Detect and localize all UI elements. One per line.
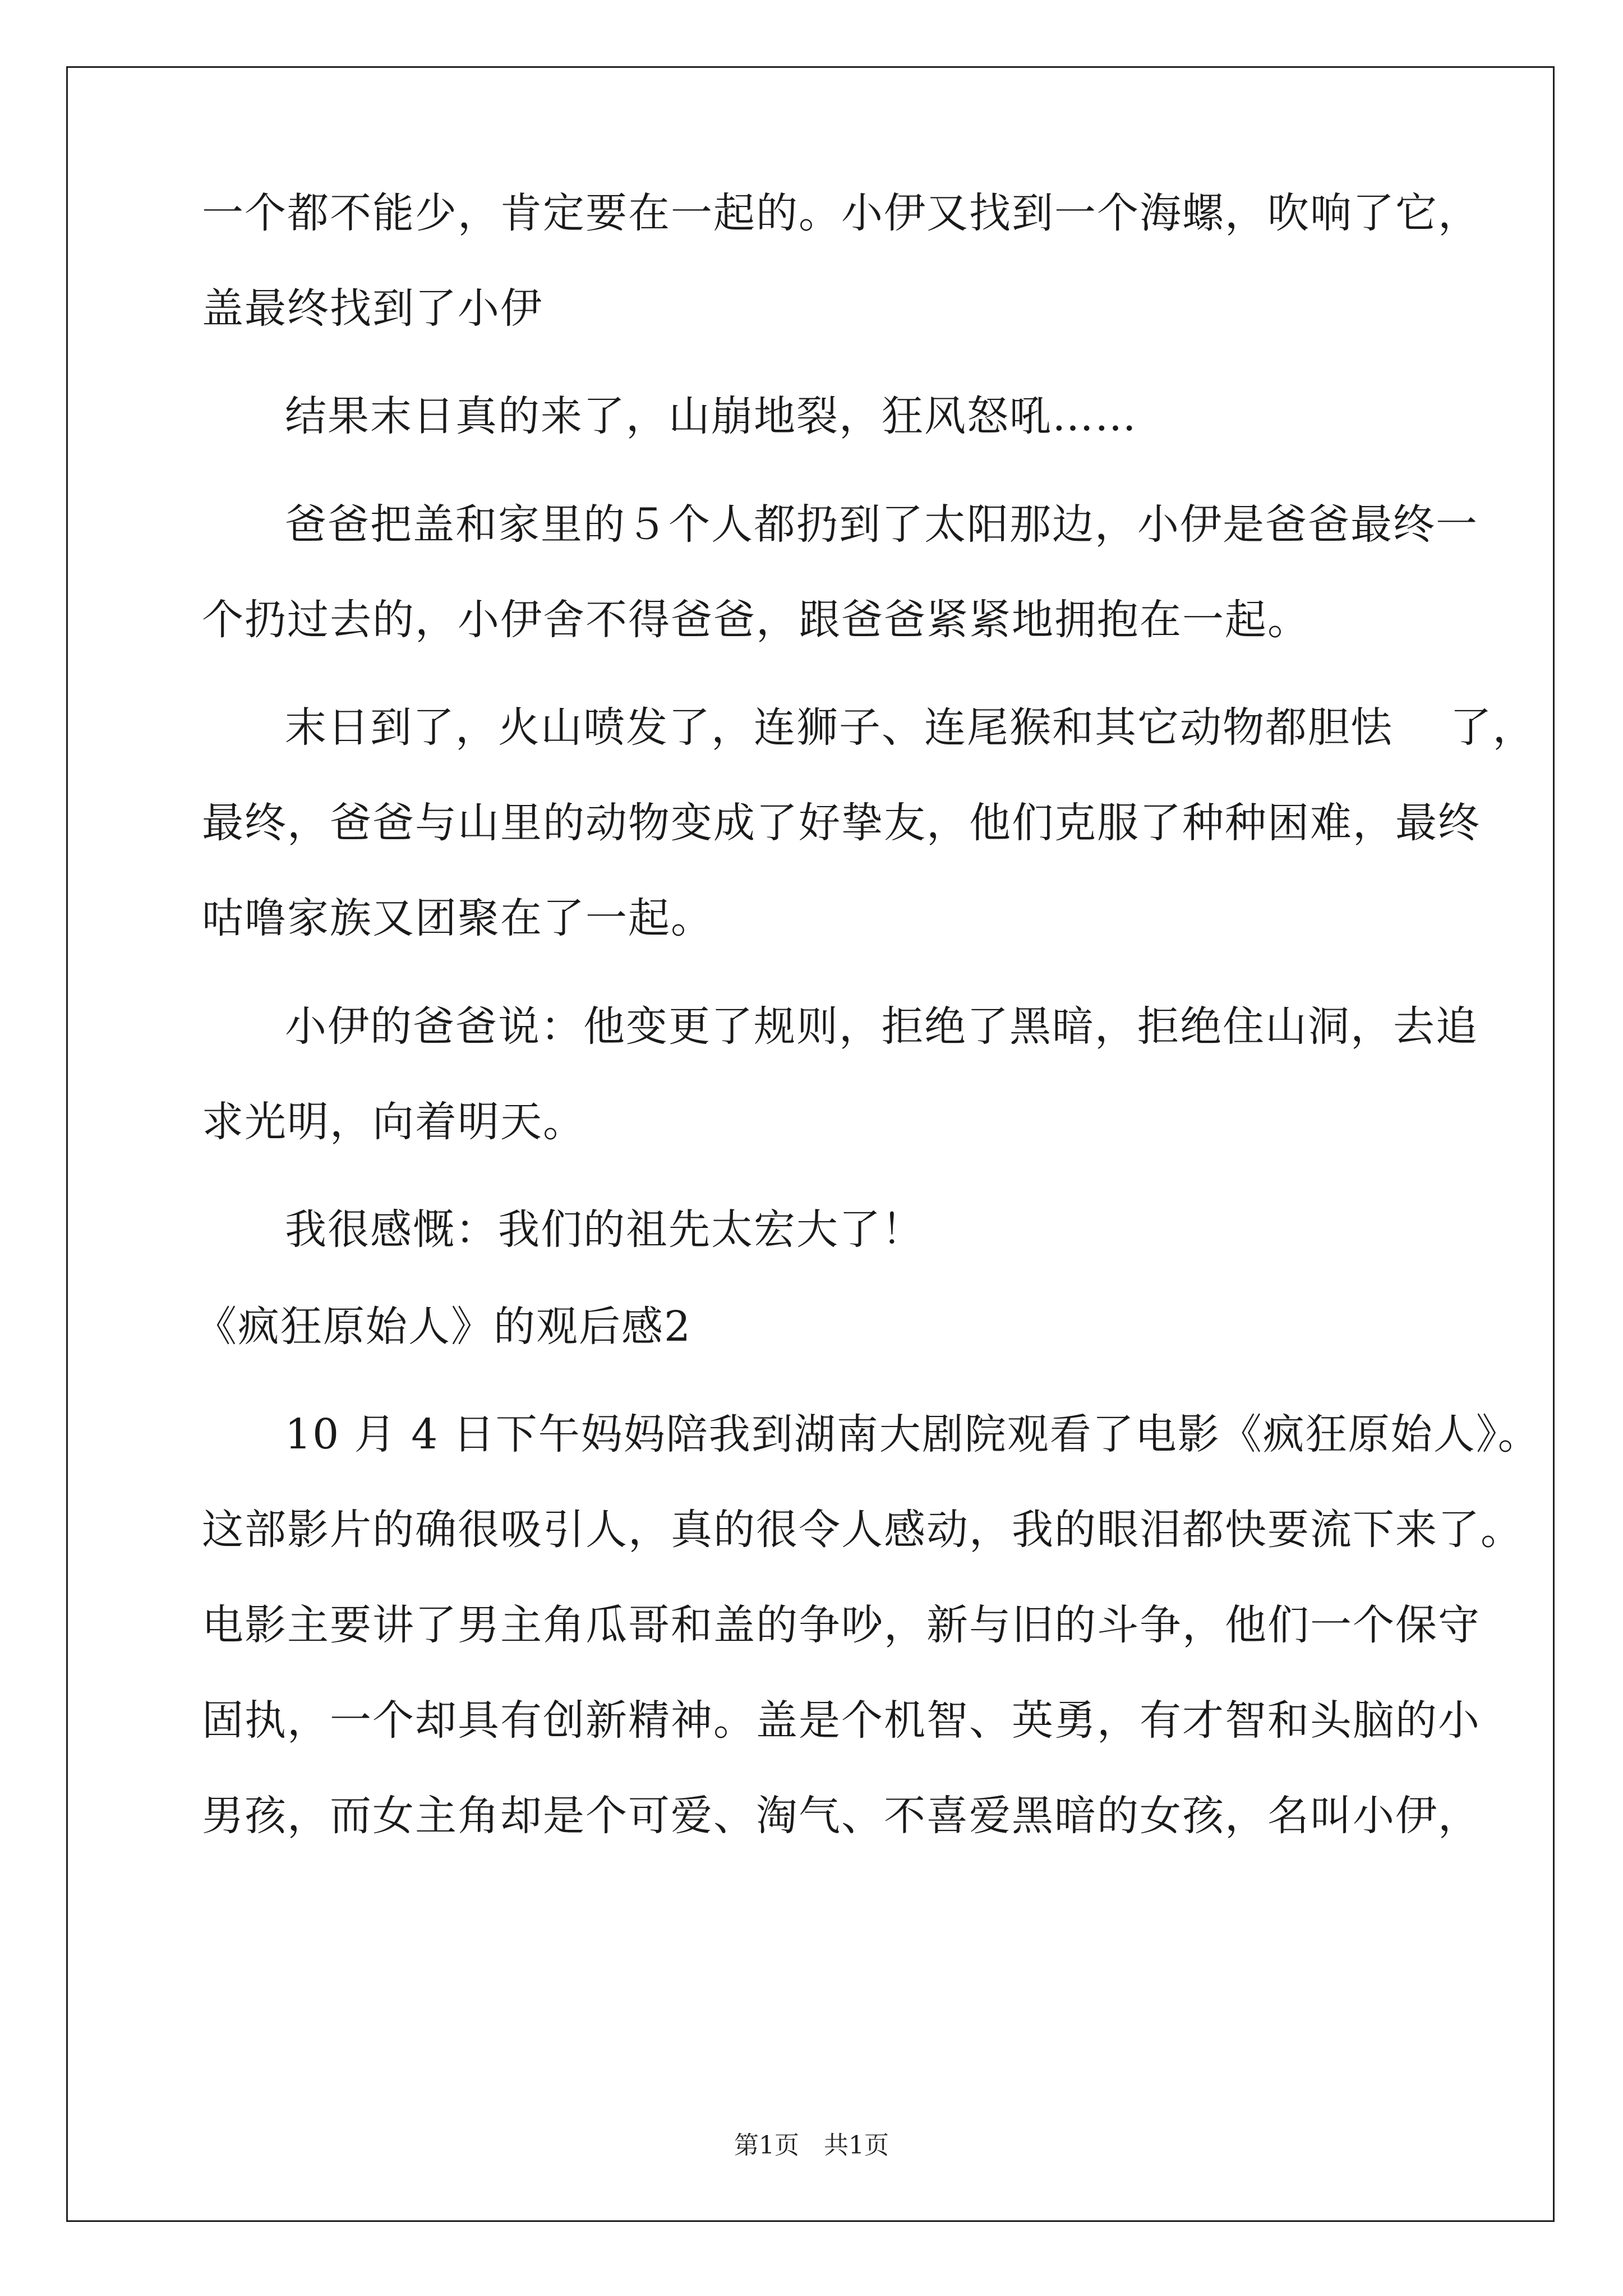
text-line: 求光明，向着明天。 [202,1098,585,1146]
text-line: 10 月 4 日下午妈妈陪我到湖南大剧院观看了电影《疯狂原始人》。 [285,1410,1541,1458]
text-line: 盖最终找到了小伊 [202,284,543,333]
text-line: 咕噜家族又团聚在了一起。 [202,894,713,942]
text-line: 电影主要讲了男主角瓜哥和盖的争吵，新与旧的斗争，他们一个保守 [202,1601,1481,1649]
text-line: 结果末日真的来了，山崩地裂，狂风怒吼…… [285,392,1137,440]
text-line: 我很感慨：我们的祖先太宏大了！ [285,1205,924,1254]
text-line: 固执，一个却具有创新精神。盖是个机智、英勇，有才智和头脑的小 [202,1696,1481,1745]
text-line: 这部影片的确很吸引人，真的很令人感动，我的眼泪都快要流下来了。 [202,1506,1523,1554]
section-heading: 《疯狂原始人》的观后感2 [195,1303,692,1351]
text-line: 最终，爸爸与山里的动物变成了好挚友，他们克服了种种困难，最终 [202,799,1481,847]
text-line: 小伊的爸爸说：他变更了规则，拒绝了黑暗，拒绝住山洞，去追 [285,1002,1478,1051]
text-line: 一个都不能少，肯定要在一起的。小伊又找到一个海螺，吹响了它， [202,189,1481,237]
text-line: 个扔过去的，小伊舍不得爸爸，跟爸爸紧紧地拥抱在一起。 [202,596,1310,644]
page-footer: 第1页 共1页 [734,2131,889,2160]
text-line: 末日到了，火山喷发了，连狮子、连尾猴和其它动物都胆怯 了， [285,703,1536,752]
text-line: 男孩，而女主角却是个可爱、淘气、不喜爱黑暗的女孩，名叫小伊， [202,1792,1481,1840]
text-line: 爸爸把盖和家里的５个人都扔到了太阳那边，小伊是爸爸最终一 [285,500,1478,549]
